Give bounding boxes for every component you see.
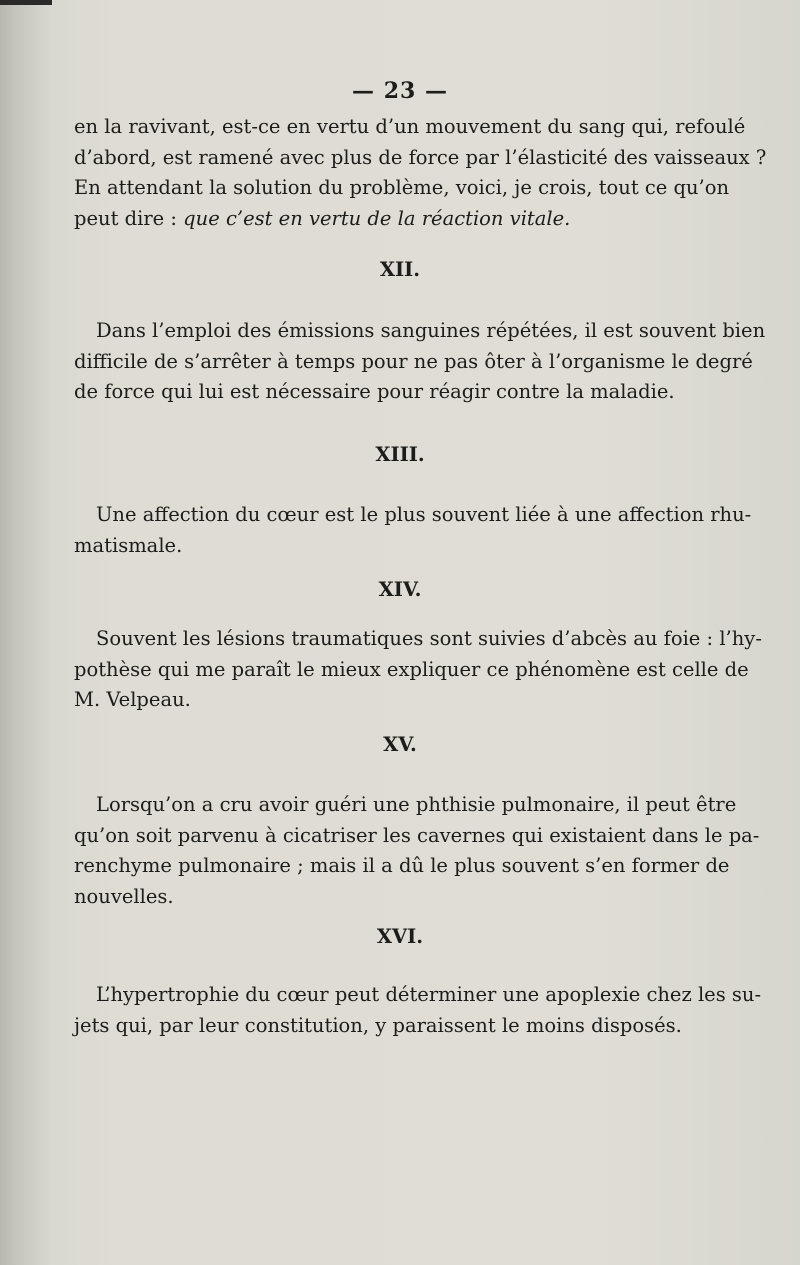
text-line: difficile de s’arrêter à temps pour ne pas ôter à l’organisme le degré	[74, 349, 753, 373]
text-line: Souvent les lésions traumatiques sont suivies d’abcès au foie : l’hy-	[96, 627, 762, 650]
paragraph-continuation	[74, 112, 767, 234]
page-gutter-shadow	[0, 0, 52, 1265]
paragraph-xii	[74, 316, 766, 408]
text-line: en la ravivant, est-ce en vertu d’un mouvement du sang qui, refoulé	[74, 115, 746, 138]
text-line: M. Velpeau.	[74, 688, 191, 711]
text-line: Une affection du cœur est le plus souvent liée à une affection rhu-	[96, 503, 752, 526]
binding-edge	[0, 0, 52, 5]
section-heading-xv: XV.	[383, 733, 417, 756]
text-line: L’hypertrophie du cœur peut déterminer une apoplexie chez les su-	[96, 983, 762, 1006]
text-line: d’abord, est ramené avec plus de force par l’élasticité des vaisseaux ?	[74, 145, 767, 169]
text-line: de force qui lui est nécessaire pour réagir contre la maladie.	[74, 380, 675, 403]
text-line-prefix: peut dire :	[74, 206, 184, 230]
text-line: renchyme pulmonaire ; mais il a dû le plus souvent s’en former de	[74, 854, 730, 877]
section-heading-xiv: XIV.	[378, 578, 422, 601]
text-line: jets qui, par leur constitution, y paraissent le moins disposés.	[74, 1013, 682, 1037]
section-heading-xvi: XVI.	[376, 925, 424, 948]
paragraph-xiv	[74, 624, 762, 716]
section-heading-xiii: XIII.	[375, 443, 425, 466]
paragraph-xiii	[74, 500, 752, 561]
paragraph-xv	[74, 790, 760, 912]
text-line: pothèse qui me paraît le mieux expliquer ce phénomène est celle de	[74, 657, 749, 681]
italic-emphasis: que c’est en vertu de la réaction vitale.	[183, 206, 571, 230]
paragraph-xvi	[74, 980, 762, 1041]
text-line: Lorsqu’on a cru avoir guéri une phthisie pulmonaire, il peut être	[96, 793, 737, 816]
page-number: — 23 —	[352, 78, 448, 104]
section-heading-xii: XII.	[379, 258, 421, 281]
text-line: nouvelles.	[74, 884, 174, 908]
text-line: Dans l’emploi des émissions sanguines répétées, il est souvent bien	[96, 319, 766, 342]
text-line: qu’on soit parvenu à cicatriser les cavernes qui existaient dans le pa-	[74, 823, 760, 847]
text-line: En attendant la solution du problème, voici, je crois, tout ce qu’on	[74, 176, 730, 199]
text-line	[74, 204, 720, 235]
text-line: matismale.	[74, 533, 183, 557]
